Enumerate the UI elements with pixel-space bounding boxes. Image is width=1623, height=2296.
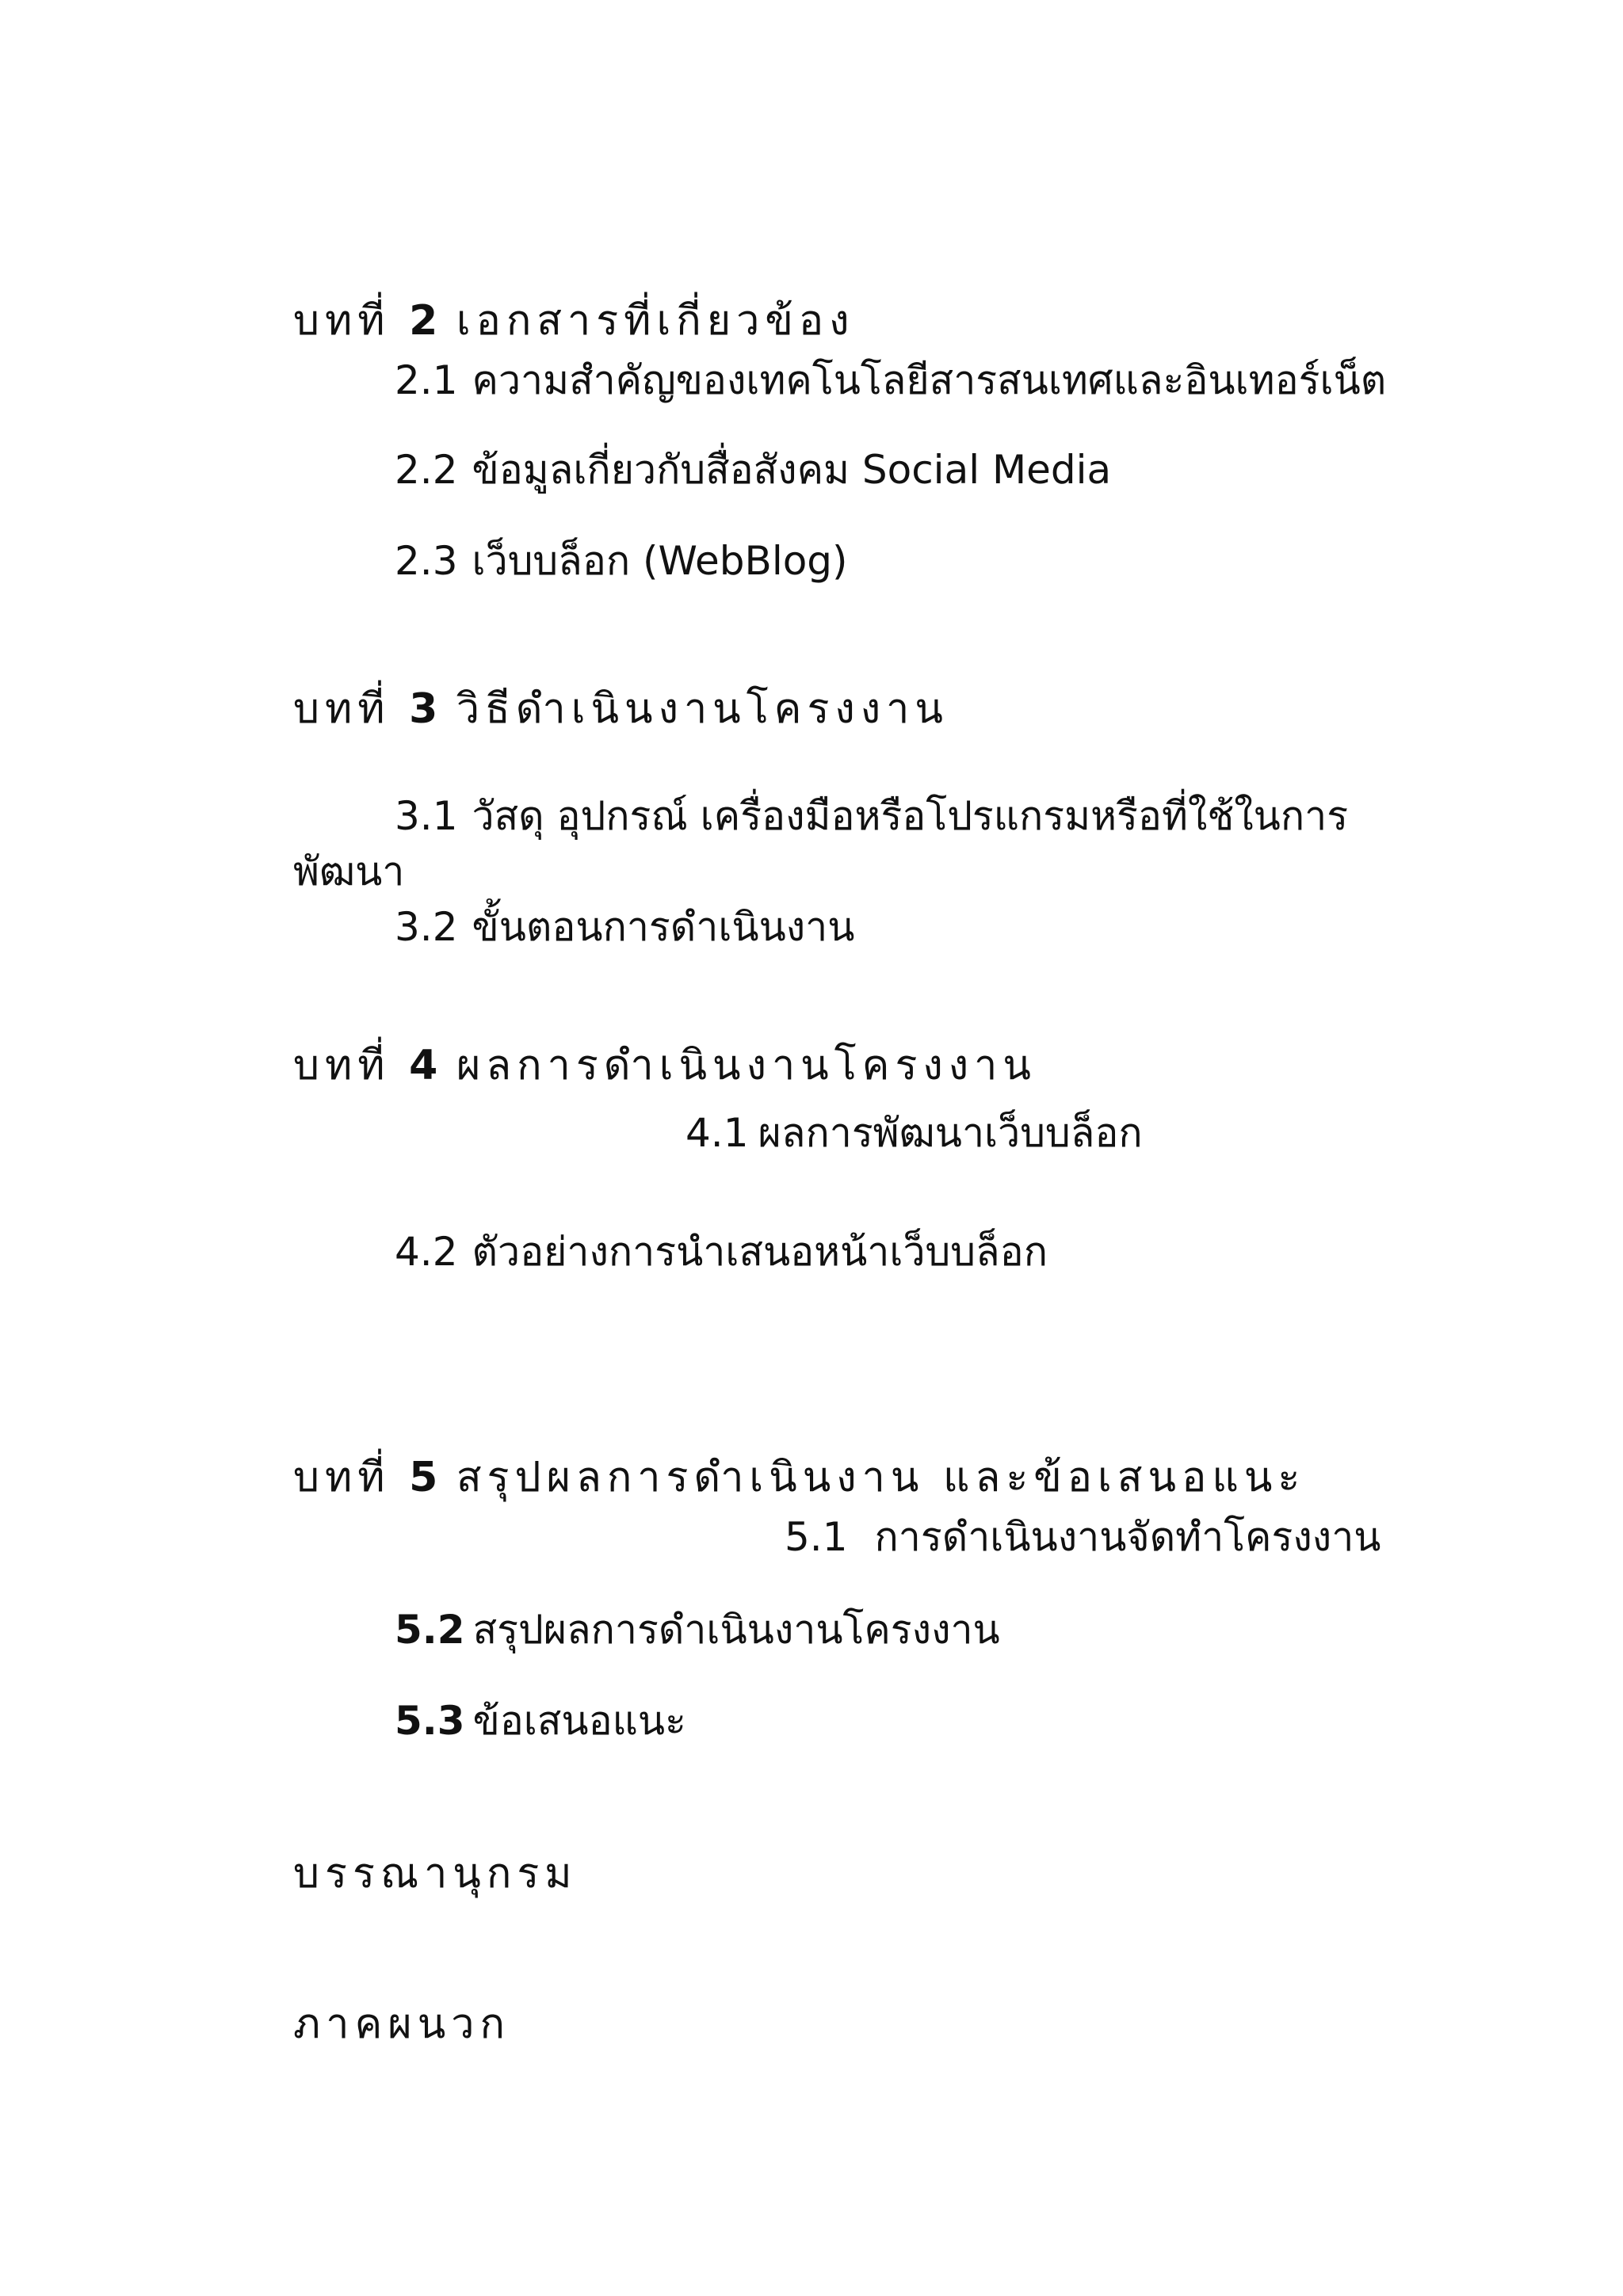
item-text: วัสดุ อุปกรณ์ เครื่องมือหรือโปรแกรมหรือที่ใช้ในการ bbox=[472, 793, 1349, 839]
toc-item-2-2 bbox=[395, 442, 1111, 498]
item-text: เว็บบล็อก (WebBlog) bbox=[472, 538, 848, 584]
toc-item-5-2 bbox=[395, 1602, 1000, 1657]
toc-item-3-1-continuation bbox=[293, 844, 404, 899]
item-text: ข้อมูลเกี่ยวกับสื่อสังคม Social Media bbox=[472, 447, 1112, 493]
toc-item-4-2 bbox=[395, 1224, 1048, 1280]
item-number: 2.1 bbox=[395, 357, 458, 403]
toc-item-4-1 bbox=[685, 1105, 1143, 1161]
item-text: ข้อเสนอแนะ bbox=[472, 1698, 686, 1744]
item-text: สรุปผลการดำเนินงานโครงงาน bbox=[472, 1607, 1000, 1653]
chapter-prefix: บทที่ bbox=[293, 1042, 391, 1089]
chapter-title: สรุปผลการดำเนินงาน และข้อเสนอแนะ bbox=[456, 1454, 1306, 1501]
item-number: 2.2 bbox=[395, 447, 458, 493]
item-text: การดำเนินงานจัดทำโครงงาน bbox=[874, 1514, 1381, 1560]
chapter-number: 3 bbox=[409, 685, 438, 733]
item-number: 4.1 bbox=[685, 1110, 749, 1156]
item-number: 5.3 bbox=[395, 1698, 465, 1744]
item-text: ผลการพัฒนาเว็บบล็อก bbox=[758, 1110, 1143, 1156]
chapter-5-heading bbox=[293, 1450, 1305, 1505]
chapter-title: วิธีดำเนินงานโครงงาน bbox=[456, 685, 949, 733]
chapter-title: ผลการดำเนินงานโครงงาน bbox=[456, 1042, 1037, 1089]
chapter-4-heading bbox=[293, 1038, 1037, 1093]
chapter-number: 2 bbox=[409, 297, 438, 345]
item-number: 2.3 bbox=[395, 538, 458, 584]
chapter-prefix: บทที่ bbox=[293, 297, 391, 345]
chapter-prefix: บทที่ bbox=[293, 685, 391, 733]
chapter-2-heading bbox=[293, 293, 855, 349]
toc-item-5-3 bbox=[395, 1693, 686, 1749]
chapter-prefix: บทที่ bbox=[293, 1454, 391, 1501]
chapter-3-heading bbox=[293, 681, 949, 737]
item-text: ขั้นตอนการดำเนินงาน bbox=[472, 904, 855, 950]
item-number: 4.2 bbox=[395, 1229, 458, 1275]
item-text: ตัวอย่างการนำเสนอหน้าเว็บบล็อก bbox=[472, 1229, 1048, 1275]
item-text-continuation: พัฒนา bbox=[293, 849, 405, 894]
chapter-title: เอกสารที่เกี่ยวข้อง bbox=[456, 297, 855, 345]
item-number: 3.1 bbox=[395, 793, 458, 839]
toc-item-2-3 bbox=[395, 533, 848, 589]
item-text: ความสำคัญของเทคโนโลยีสารสนเทศและอินเทอร์เน็ต bbox=[472, 357, 1387, 403]
appendix-heading: ภาคผนวก bbox=[293, 2000, 510, 2048]
item-number: 5.1 bbox=[785, 1514, 848, 1560]
chapter-number: 4 bbox=[409, 1042, 438, 1089]
toc-item-3-2 bbox=[395, 899, 854, 955]
toc-item-5-1 bbox=[785, 1509, 1381, 1565]
bibliography-heading: บรรณานุกรม bbox=[293, 1850, 578, 1897]
toc-item-2-1 bbox=[395, 353, 1386, 408]
toc-item-3-1 bbox=[395, 788, 1348, 844]
chapter-number: 5 bbox=[409, 1454, 438, 1501]
item-number: 3.2 bbox=[395, 904, 458, 950]
item-number: 5.2 bbox=[395, 1607, 465, 1653]
